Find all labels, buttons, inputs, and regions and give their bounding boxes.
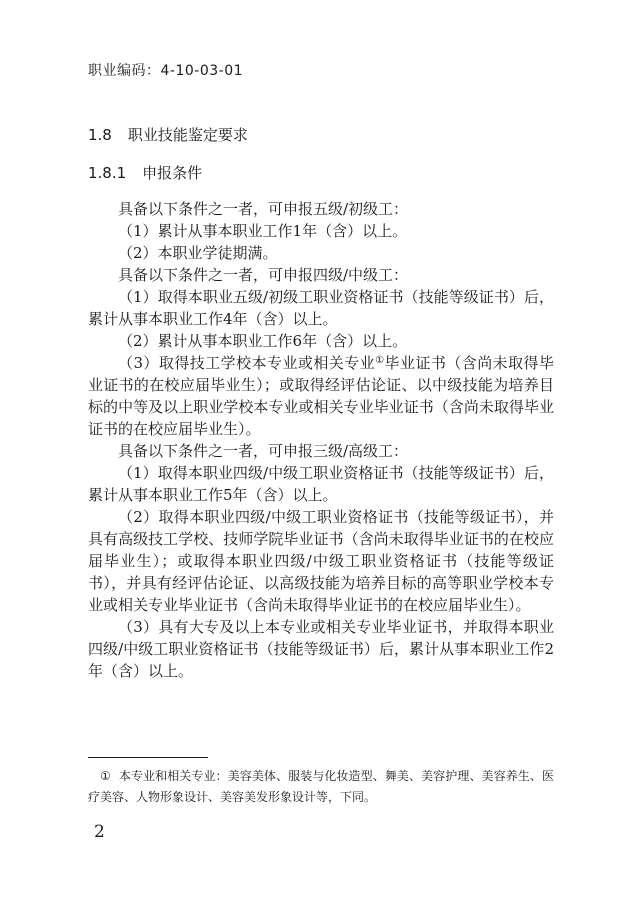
- paragraph: （2）本职业学徒期满。: [118, 244, 278, 262]
- footnote-divider: [88, 757, 208, 758]
- paragraph: 具备以下条件之一者，可申报四级/中级工：: [118, 266, 409, 284]
- paragraph: （2）累计从事本职业工作6年（含）以上。: [118, 332, 408, 350]
- subsection-number: 1.8.1: [88, 164, 127, 182]
- section-title: 职业技能鉴定要求: [127, 126, 248, 144]
- subsection-heading: [88, 162, 202, 183]
- paragraph: （2）取得本职业四级/中级工职业资格证书（技能等级证书），并具有高级技工学校、技师学院毕业证书（含尚未取得毕业证书的在校应届毕业生）；或取得本职业四级/中级工职业资格证书（技能等级证书），并具有经评估论证、以高级技能为培养目标的高等职业学校本专业或相关专业毕业证书（含尚未取得毕业证书的在校应届毕业生）。: [88, 508, 554, 614]
- footnote-mark: ①: [100, 769, 111, 783]
- paragraph-part: 毕业证书（含尚未取得毕业证书的在校应届毕业生）；或取得经评估论证、以中级技能为培养目标的中等及以上职业学校本专业或相关专业毕业证书（含尚未取得毕业证书的在校应届毕业生）。: [88, 354, 555, 438]
- paragraph: （1）取得本职业五级/初级工职业资格证书（技能等级证书）后，累计从事本职业工作4年（含）以上。: [88, 288, 554, 328]
- paragraph: 具备以下条件之一者，可申报五级/初级工：: [118, 200, 409, 218]
- footnote: [88, 766, 554, 808]
- body-text: [88, 198, 554, 682]
- paragraph: （3）具有大专及以上本专业或相关专业毕业证书，并取得本职业四级/中级工职业资格证书（技能等级证书）后，累计从事本职业工作2年（含）以上。: [88, 618, 554, 680]
- footnote-reference: ①: [375, 355, 385, 366]
- occupation-code: 职业编码：4-10-03-01: [88, 63, 244, 79]
- paragraph-part: （3）取得技工学校本专业或相关专业: [118, 354, 376, 372]
- subsection-title: 申报条件: [142, 164, 203, 182]
- page-number: 2: [94, 822, 105, 842]
- paragraph: [88, 352, 554, 440]
- footnote-text: 本专业和相关专业：美容美体、服装与化妆造型、舞美、美容护理、美容养生、医疗美容、人物形象设计、美容美发形象设计等，下同。: [88, 769, 554, 804]
- paragraph: （1）累计从事本职业工作1年（含）以上。: [118, 222, 408, 240]
- section-number: 1.8: [88, 126, 112, 144]
- section-heading: [88, 124, 248, 145]
- paragraph: （1）取得本职业四级/中级工职业资格证书（技能等级证书）后，累计从事本职业工作5年（含）以上。: [88, 464, 554, 504]
- paragraph: 具备以下条件之一者，可申报三级/高级工：: [118, 442, 409, 460]
